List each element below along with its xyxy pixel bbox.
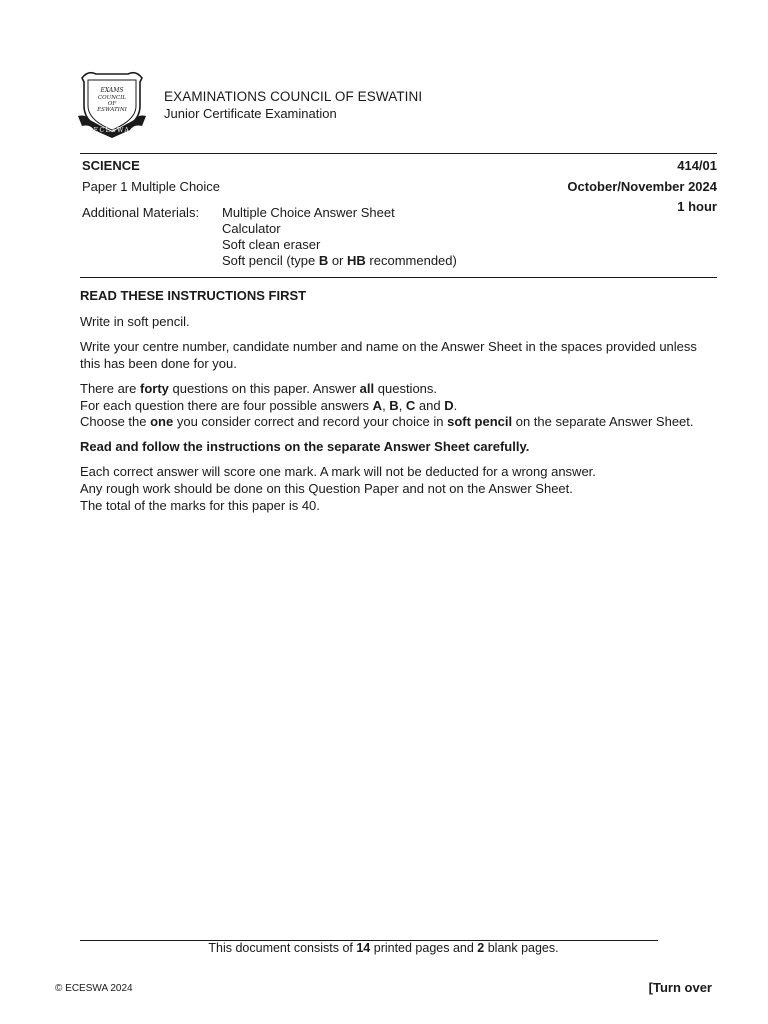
eceswa-logo	[74, 66, 150, 140]
paper-name: Paper 1 Multiple Choice	[82, 179, 221, 194]
mid-rule	[80, 277, 717, 278]
instruction-line: For each question there are four possible answers A, B, C and D.	[80, 398, 458, 413]
instruction-line: Choose the one you consider correct and record your choice in soft pencil on the separate Answer Sheet.	[80, 414, 694, 429]
exam-duration: 1 hour	[677, 199, 717, 214]
material-item: Soft clean eraser	[222, 237, 321, 252]
svg-text:COUNCIL: COUNCIL	[97, 95, 127, 101]
instruction-line: There are forty questions on this paper. Answer all questions.	[80, 381, 438, 396]
turn-over: [Turn over	[648, 980, 712, 995]
instruction-line: The total of the marks for this paper is 40.	[80, 498, 320, 513]
exam-session: October/November 2024	[567, 179, 717, 194]
org-name: EXAMINATIONS COUNCIL OF ESWATINI	[164, 89, 423, 104]
exam-name: Junior Certificate Examination	[164, 106, 337, 121]
svg-text:ESWATINI: ESWATINI	[97, 107, 127, 113]
document-page-count: This document consists of 14 printed pages and 2 blank pages.	[208, 941, 559, 955]
instructions-heading: READ THESE INSTRUCTIONS FIRST	[80, 288, 307, 303]
material-item: Calculator	[222, 221, 281, 236]
svg-text:OF: OF	[107, 101, 117, 107]
paper-code: 414/01	[677, 158, 717, 173]
additional-materials-list	[222, 205, 457, 269]
instruction-line: Any rough work should be done on this Question Paper and not on the Answer Sheet.	[80, 481, 573, 496]
material-item-pencil: Soft pencil (type B or HB recommended)	[222, 253, 457, 268]
svg-text:EXAMS: EXAMS	[100, 87, 124, 94]
material-item: Multiple Choice Answer Sheet	[222, 205, 395, 220]
instruction-line: Write in soft pencil.	[80, 314, 190, 329]
svg-text:ECESWA: ECESWA	[93, 127, 131, 134]
instructions-block	[80, 287, 720, 514]
copyright: © ECESWA 2024	[55, 983, 133, 994]
subject-title: SCIENCE	[82, 158, 140, 173]
instruction-line-bold: Read and follow the instructions on the separate Answer Sheet carefully.	[80, 439, 530, 454]
instruction-line: Write your centre number, candidate number and name on the Answer Sheet in the spaces provided unless this has been done for you.	[80, 339, 697, 371]
instruction-line: Each correct answer will score one mark. A mark will not be deducted for a wrong answer.	[80, 464, 596, 479]
additional-materials-label: Additional Materials:	[82, 205, 200, 220]
top-rule	[80, 153, 717, 154]
